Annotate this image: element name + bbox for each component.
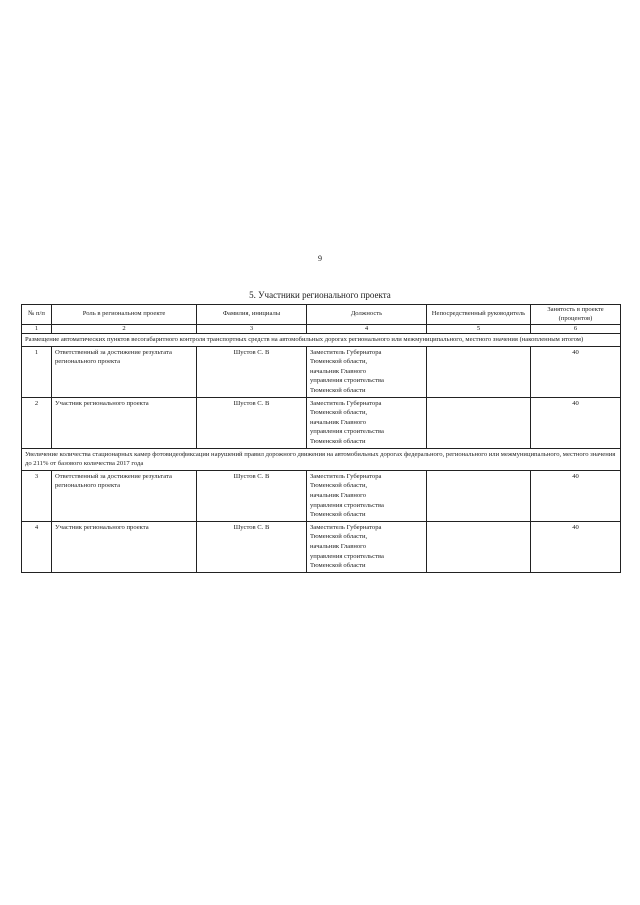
col-number: 3 xyxy=(197,325,307,334)
row-employment: 40 xyxy=(531,397,621,448)
col-number: 4 xyxy=(307,325,427,334)
row-name: Шустов С. В xyxy=(197,470,307,521)
row-number: 2 xyxy=(22,397,52,448)
page-number: 9 xyxy=(318,254,322,263)
table-row xyxy=(22,346,621,397)
column-number-row xyxy=(22,325,621,334)
group-row xyxy=(22,334,621,347)
row-supervisor xyxy=(427,397,531,448)
col-header-position: Должность xyxy=(307,305,427,325)
row-role: Участник регионального проекта xyxy=(52,521,197,572)
row-name: Шустов С. В xyxy=(197,397,307,448)
table-row xyxy=(22,470,621,521)
row-name: Шустов С. В xyxy=(197,346,307,397)
row-role: Ответственный за достижение результата регионального проекта xyxy=(52,470,197,521)
row-supervisor xyxy=(427,470,531,521)
row-supervisor xyxy=(427,521,531,572)
row-supervisor xyxy=(427,346,531,397)
col-header-name: Фамилия, инициалы xyxy=(197,305,307,325)
group-title: Увеличение количества стационарных камер фотовидеофиксации нарушений правил дорожного движения на автомобильных дорогах федерального, регионального или межмуниципального, местного значения до 211% от базового количества 2017 года xyxy=(22,448,621,470)
row-employment: 40 xyxy=(531,346,621,397)
table-row xyxy=(22,397,621,448)
col-header-role: Роль в региональном проекте xyxy=(52,305,197,325)
row-position: Заместитель Губернатора Тюменской области, начальник Главного управления строительства Тюменской области xyxy=(307,521,427,572)
col-number: 2 xyxy=(52,325,197,334)
col-number: 1 xyxy=(22,325,52,334)
table-header-row xyxy=(22,305,621,325)
col-header-supervisor: Непосредственный руководитель xyxy=(427,305,531,325)
row-number: 1 xyxy=(22,346,52,397)
row-name: Шустов С. В xyxy=(197,521,307,572)
row-role: Участник регионального проекта xyxy=(52,397,197,448)
row-position: Заместитель Губернатора Тюменской области, начальник Главного управления строительства Тюменской области xyxy=(307,346,427,397)
row-position: Заместитель Губернатора Тюменской области, начальник Главного управления строительства Тюменской области xyxy=(307,397,427,448)
col-header-employment: Занятость в проекте (процентов) xyxy=(531,305,621,325)
row-number: 4 xyxy=(22,521,52,572)
participants-table xyxy=(21,304,621,573)
table-row xyxy=(22,521,621,572)
row-employment: 40 xyxy=(531,521,621,572)
col-header-num: № п/п xyxy=(22,305,52,325)
row-role: Ответственный за достижение результата регионального проекта xyxy=(52,346,197,397)
row-number: 3 xyxy=(22,470,52,521)
group-row xyxy=(22,448,621,470)
col-number: 5 xyxy=(427,325,531,334)
row-position: Заместитель Губернатора Тюменской области, начальник Главного управления строительства Тюменской области xyxy=(307,470,427,521)
col-number: 6 xyxy=(531,325,621,334)
section-title: 5. Участники регионального проекта xyxy=(249,290,391,300)
row-employment: 40 xyxy=(531,470,621,521)
group-title: Размещение автоматических пунктов весогабаритного контроля транспортных средств на автомобильных дорогах регионального или межмуниципального, местного значения (накопленным итогом) xyxy=(22,334,621,347)
